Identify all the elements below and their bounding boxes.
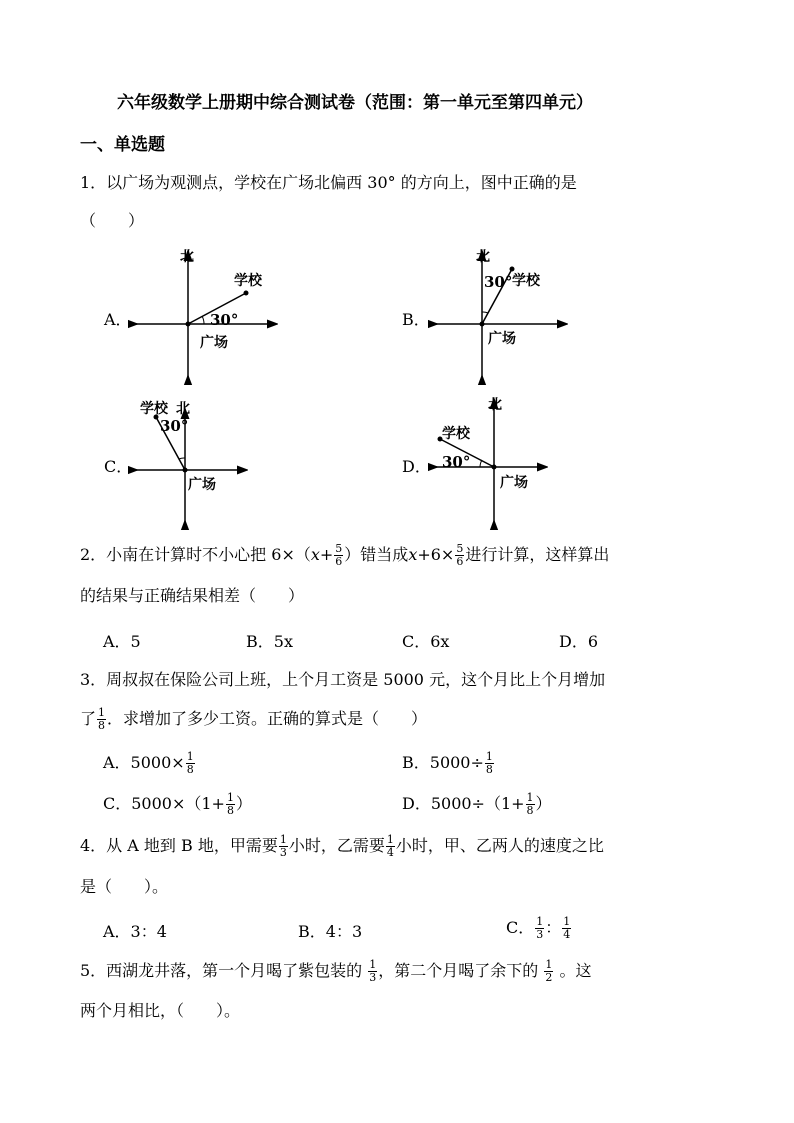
page-title: 六年级数学上册期中综合测试卷（范围：第一单元至第四单元） — [117, 93, 593, 113]
section-heading: 一、单选题 — [80, 135, 165, 155]
school-label: 学校 — [442, 426, 470, 442]
q2-text-part: 2．小南在计算时不小心把 6×（ — [80, 545, 311, 564]
q2-option-c[interactable]: C．6x — [402, 632, 450, 651]
question-3-line1: 3．周叔叔在保险公司上班，上个月工资是 5000 元，这个月比上个月增加 — [80, 670, 606, 689]
north-label: 北 — [488, 397, 502, 413]
angle-label: 30° — [210, 311, 239, 329]
fraction: $\frac{1}{8}$ — [98, 706, 106, 732]
question-3-line2 — [80, 707, 427, 732]
q3-option-d[interactable]: D．5000÷（1+ $\frac{1}{8}$ ） — [402, 791, 552, 817]
q1-option-c-label[interactable]: C． — [104, 457, 133, 476]
fraction: $\frac{5}{6}$ — [335, 542, 343, 568]
angle-label: 30° — [484, 273, 513, 291]
q2-option-a[interactable]: A．5 — [103, 632, 141, 651]
q4-option-c[interactable]: C． $\frac{1}{3}$ ： $\frac{1}{4}$ — [506, 915, 571, 941]
q2-option-d[interactable]: D．6 — [559, 632, 599, 651]
q1-diagram-a — [128, 245, 278, 385]
q1-option-b-label[interactable]: B． — [402, 310, 430, 329]
plaza-label: 广场 — [200, 335, 228, 351]
q4-option-a[interactable]: A．3：4 — [103, 922, 167, 941]
plus-sign: + — [319, 545, 334, 564]
plaza-label: 广场 — [488, 331, 516, 347]
question-4-line2: 是（ ）。 — [80, 877, 169, 896]
plaza-label: 广场 — [188, 477, 216, 493]
variable-x: x — [310, 545, 320, 564]
q3-text-part: 了 — [80, 709, 97, 728]
question-5-line1: 5．西湖龙井落，第一个月喝了紫包装的 $\frac{1}{3}$ ，第二个月喝了余下的 $\frac{1}{2}$ 。这 — [80, 958, 592, 984]
school-label: 学校 — [234, 273, 262, 289]
question-2-line1 — [80, 543, 609, 568]
q3-option-a[interactable]: A．5000× $\frac{1}{8}$ — [103, 750, 194, 776]
question-2-line2: 的结果与正确结果相差（ ） — [80, 586, 305, 605]
q4-option-b[interactable]: B．4：3 — [298, 922, 363, 941]
q3-option-c[interactable]: C．5000×（1+ $\frac{1}{8}$ ） — [103, 791, 252, 817]
plaza-label: 广场 — [500, 475, 528, 491]
q2-option-b[interactable]: B．5x — [246, 632, 293, 651]
north-label: 北 — [180, 249, 194, 265]
question-5-line2: 两个月相比，（ ）。 — [80, 1001, 241, 1020]
fraction: $\frac{5}{6}$ — [456, 542, 464, 568]
fraction: $\frac{1}{3}$ — [279, 833, 287, 859]
fraction: $\frac{1}{2}$ — [545, 958, 553, 984]
q1-option-a-label[interactable]: A． — [104, 310, 132, 329]
school-label: 学校 — [140, 401, 168, 417]
fraction: $\frac{1}{3}$ — [369, 958, 377, 984]
angle-label: 30° — [442, 453, 471, 471]
q3-text-part: ．求增加了多少工资。正确的算式是（ ） — [107, 709, 428, 728]
q1-diagram-b — [428, 245, 568, 385]
angle-label: 30° — [160, 417, 189, 435]
q1-diagram-c — [128, 395, 248, 530]
variable-x: x — [408, 545, 418, 564]
north-label: 北 — [476, 249, 490, 265]
question-1-text: 1．以广场为观测点，学校在广场北偏西 30° 的方向上，图中正确的是 — [80, 173, 577, 192]
q3-option-b[interactable]: B．5000÷ $\frac{1}{8}$ — [402, 750, 493, 776]
north-label: 北 — [176, 401, 190, 417]
q1-option-d-label[interactable]: D． — [402, 457, 431, 476]
school-label: 学校 — [512, 273, 540, 289]
q2-text-part: +6× — [417, 545, 455, 564]
q2-text-part: ）错当成 — [344, 545, 409, 564]
question-1-blank: （ ） — [80, 211, 145, 230]
fraction: $\frac{1}{4}$ — [386, 833, 394, 859]
question-4-line1: 4．从 A 地到 B 地，甲需要 $\frac{1}{3}$ 小时，乙需要 $\frac{1}{4}$ 小时，甲、乙两人的速度之比 — [80, 833, 604, 859]
q2-text-part: 进行计算，这样算出 — [465, 545, 610, 564]
q1-diagram-d — [428, 395, 548, 530]
